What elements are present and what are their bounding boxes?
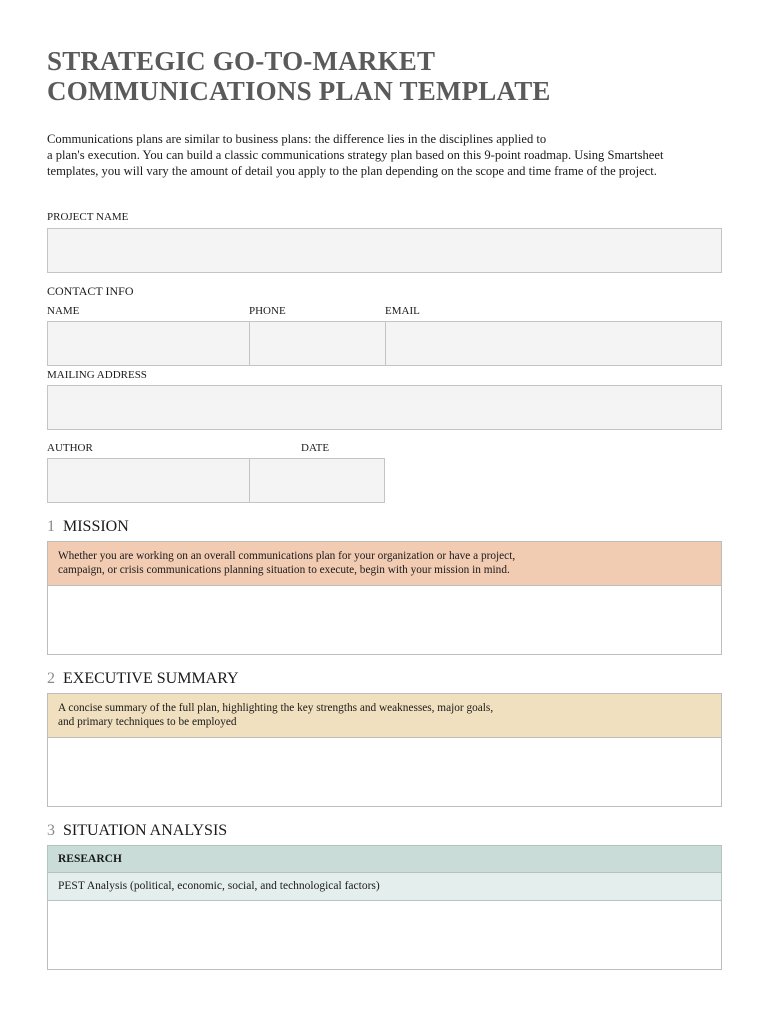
section-title: MISSION bbox=[63, 518, 129, 535]
email-field[interactable] bbox=[386, 322, 721, 365]
phone-label: PHONE bbox=[249, 305, 286, 317]
title-line-2: COMMUNICATIONS PLAN TEMPLATE bbox=[47, 76, 551, 106]
section-number: 2 bbox=[47, 670, 55, 687]
mission-note bbox=[47, 541, 722, 586]
title-line-1: STRATEGIC GO-TO-MARKET bbox=[47, 46, 436, 76]
executive-summary-note bbox=[47, 693, 722, 738]
section-title: EXECUTIVE SUMMARY bbox=[63, 670, 239, 687]
intro-line-3: templates, you will vary the amount of detail you apply to the plan depending on the scope and time frame of the project. bbox=[47, 164, 657, 178]
email-label: EMAIL bbox=[385, 305, 420, 317]
section-executive-summary-heading bbox=[47, 670, 239, 688]
date-field[interactable] bbox=[250, 459, 384, 502]
project-name-label: PROJECT NAME bbox=[47, 211, 129, 223]
author-field[interactable] bbox=[48, 459, 250, 502]
executive-summary-note-line-2: and primary techniques to be employed bbox=[58, 716, 237, 728]
name-label: NAME bbox=[47, 305, 80, 317]
contact-fields-row bbox=[47, 321, 722, 366]
date-label: DATE bbox=[301, 442, 330, 454]
section-mission-heading bbox=[47, 518, 129, 536]
pest-analysis-answer-field[interactable] bbox=[47, 901, 722, 970]
section-situation-analysis-heading bbox=[47, 822, 227, 840]
mission-note-line-1: Whether you are working on an overall communications plan for your organization or have a project, bbox=[58, 550, 516, 562]
mission-answer-field[interactable] bbox=[47, 586, 722, 655]
section-number: 3 bbox=[47, 822, 55, 839]
project-name-field[interactable] bbox=[47, 228, 722, 273]
contact-info-label: CONTACT INFO bbox=[47, 284, 134, 298]
mailing-address-label: MAILING ADDRESS bbox=[47, 369, 147, 381]
intro-line-1: Communications plans are similar to business plans: the difference lies in the disciplines applied to bbox=[47, 132, 547, 146]
phone-field[interactable] bbox=[250, 322, 386, 365]
document-title bbox=[47, 46, 551, 106]
author-label: AUTHOR bbox=[47, 442, 93, 454]
mission-note-line-2: campaign, or crisis communications planning situation to execute, begin with your mission in mind. bbox=[58, 564, 510, 576]
intro-line-2: a plan's execution. You can build a classic communications strategy plan based on this 9-point roadmap. Using Smartsheet bbox=[47, 148, 664, 162]
name-field[interactable] bbox=[48, 322, 250, 365]
pest-analysis-label: PEST Analysis (political, economic, social, and technological factors) bbox=[47, 873, 722, 901]
intro-paragraph bbox=[47, 131, 727, 179]
research-header: RESEARCH bbox=[47, 845, 722, 873]
executive-summary-answer-field[interactable] bbox=[47, 738, 722, 807]
section-title: SITUATION ANALYSIS bbox=[63, 822, 228, 839]
section-number: 1 bbox=[47, 518, 55, 535]
executive-summary-note-line-1: A concise summary of the full plan, highlighting the key strengths and weaknesses, major goals, bbox=[58, 702, 494, 714]
author-date-row bbox=[47, 458, 385, 503]
mailing-address-field[interactable] bbox=[47, 385, 722, 430]
